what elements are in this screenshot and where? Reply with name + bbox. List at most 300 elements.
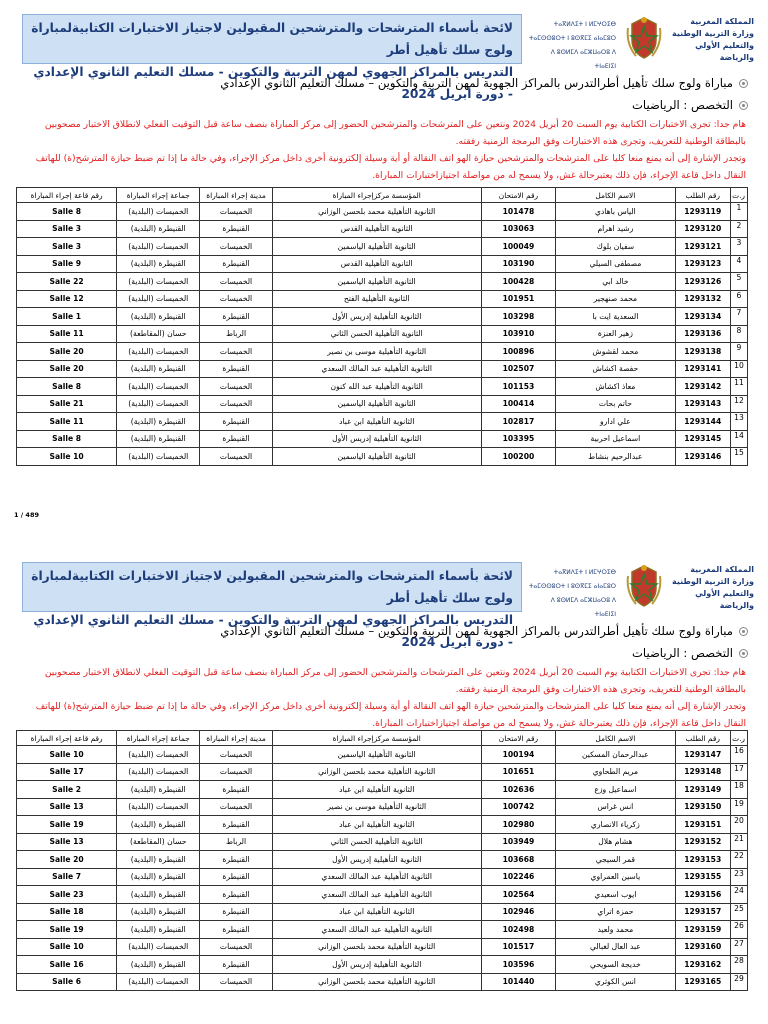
row-number-cell: 17 xyxy=(730,763,747,781)
exam-center-cell: الثانوية التأهيلية عبد الله كنون xyxy=(272,378,481,396)
full-name-cell: عبدالرحمان المسكين xyxy=(556,746,675,764)
exam-commune-cell: القنيطرة (البلدية) xyxy=(117,868,200,886)
column-header-school: المؤسسة مركزإجراء المباراة xyxy=(272,731,481,746)
request-number-cell: 1293132 xyxy=(675,290,730,308)
exam-number-cell: 103668 xyxy=(481,851,556,869)
exam-number-cell: 100414 xyxy=(481,395,556,413)
table-row xyxy=(17,781,748,799)
table-row xyxy=(17,430,748,448)
full-name-cell: انس الكوثري xyxy=(556,973,675,991)
contest-line: مباراة ولوج سلك تأهيل أطرالتدرس بالمراكز الجهوية لمهن التربية والتكوين – مسلك التعليم الثانوي الإعدادي xyxy=(14,76,748,90)
exam-center-cell: الثانوية التأهيلية ابن عباد xyxy=(272,816,481,834)
exam-commune-cell: الخميسات (البلدية) xyxy=(117,746,200,764)
full-name-cell: ايوب اسعيدي xyxy=(556,886,675,904)
row-number-cell: 1 xyxy=(730,203,747,221)
exam-number-cell: 100896 xyxy=(481,343,556,361)
exam-commune-cell: الخميسات (البلدية) xyxy=(117,973,200,991)
row-number-cell: 27 xyxy=(730,938,747,956)
exam-commune-cell: القنيطرة (البلدية) xyxy=(117,308,200,326)
specialty-line: التخصص : الرياضيات xyxy=(14,98,748,112)
column-header-exam: رقم الامتحان xyxy=(481,731,556,746)
exam-number-cell: 102636 xyxy=(481,781,556,799)
column-header-room: رقم قاعة إجراء المباراة xyxy=(17,188,117,203)
important-notice xyxy=(14,664,746,732)
table-row xyxy=(17,903,748,921)
title-line-2: التدريس بالمراكز الجهوي لمهن التربية والتكوين - مسلك التعليم الثانوي الإعدادي - دورة أبريل 2024 xyxy=(33,65,513,101)
full-name-cell: حاتم بحات xyxy=(556,395,675,413)
full-name-cell: مريم الطحاوي xyxy=(556,763,675,781)
notice-paragraph-1: هام جدا: تجرى الاختبارات الكتابية يوم السبت 20 أبريل 2024 ونتعين على المترشحات والمترشحين الحضور إلى مركز المباراة بنصف ساعة قبل التوقيت الفعلي لانطلاق الاختبار مصحوبين بالبطاقة الوطنية للتعريف، وتجرى هذه الاختبارات وفق البرمجة الزمنية رفقته. xyxy=(44,119,746,147)
exam-room-cell: Salle 10 xyxy=(17,746,117,764)
exam-commune-cell: القنيطرة (البلدية) xyxy=(117,816,200,834)
tifinagh-text: ⵜⴰⴳⵍⴷⵉⵜ ⵏ ⵍⵎⵖⵔⵉⴱ ⵜⴰⵎⵙⵙⵓⵔⵜ ⵏ ⵓⵙⴳⵎⵉ ⴰⵏⴰⵎⵓⵔ ⴷ ⵓⵙⵍⵎⴷ ⴰⵎⵣⵡⴰⵔⵓ ⴷ ⵜⵏⴰⴹⵏⵉⵏ xyxy=(528,21,616,70)
exam-city-cell: الخميسات xyxy=(200,395,272,413)
exam-center-cell: الثانوية التأهيلية القدس xyxy=(272,220,481,238)
exam-number-cell: 103395 xyxy=(481,430,556,448)
exam-city-cell: الخميسات xyxy=(200,273,272,291)
full-name-cell: عبدالرحيم بنشاط xyxy=(556,448,675,466)
full-name-cell: سفيان بلوك xyxy=(556,238,675,256)
exam-city-cell: الخميسات xyxy=(200,746,272,764)
row-number-cell: 24 xyxy=(730,886,747,904)
full-name-cell: عبد العال لغبالي xyxy=(556,938,675,956)
column-header-request: رقم الطلب xyxy=(675,188,730,203)
exam-commune-cell: القنيطرة (البلدية) xyxy=(117,886,200,904)
exam-room-cell: Salle 11 xyxy=(17,413,117,431)
full-name-cell: محمد ولعيد xyxy=(556,921,675,939)
exam-commune-cell: الخميسات (البلدية) xyxy=(117,238,200,256)
exam-center-cell: الثانوية التأهيلية عبد المالك السعدي xyxy=(272,921,481,939)
full-name-cell: خالد ابي xyxy=(556,273,675,291)
column-header-commune: جماعة إجراء المباراة xyxy=(117,188,200,203)
table-row xyxy=(17,816,748,834)
exam-commune-cell: الخميسات (البلدية) xyxy=(117,378,200,396)
exam-commune-cell: القنيطرة (البلدية) xyxy=(117,956,200,974)
exam-center-cell: الثانوية التأهيلية محمد بلحسن الوزاني xyxy=(272,938,481,956)
column-header-name: الاسم الكامل xyxy=(556,188,675,203)
exam-number-cell: 103910 xyxy=(481,325,556,343)
request-number-cell: 1293120 xyxy=(675,220,730,238)
full-name-cell: حفصة اكشاش xyxy=(556,360,675,378)
table-header-row xyxy=(17,731,748,746)
exam-center-cell: الثانوية التأهيلية عبد المالك السعدي xyxy=(272,360,481,378)
row-number-cell: 5 xyxy=(730,273,747,291)
exam-number-cell: 103063 xyxy=(481,220,556,238)
exam-number-cell: 102564 xyxy=(481,886,556,904)
exam-room-cell: Salle 7 xyxy=(17,868,117,886)
exam-city-cell: القنيطرة xyxy=(200,360,272,378)
table-row xyxy=(17,886,748,904)
bullet-icon xyxy=(739,79,748,88)
ministry-name: المملكة المغربية وزارة التربية الوطنية والتعليم الأولي والرياضة xyxy=(671,565,754,610)
row-number-cell: 10 xyxy=(730,360,747,378)
full-name-cell: اسماعيل احربية xyxy=(556,430,675,448)
exam-city-cell: الخميسات xyxy=(200,938,272,956)
exam-commune-cell: الخميسات (البلدية) xyxy=(117,798,200,816)
exam-commune-cell: الخميسات (البلدية) xyxy=(117,203,200,221)
exam-city-cell: القنيطرة xyxy=(200,220,272,238)
request-number-cell: 1293134 xyxy=(675,308,730,326)
exam-number-cell: 101951 xyxy=(481,290,556,308)
request-number-cell: 1293148 xyxy=(675,763,730,781)
table-row xyxy=(17,448,748,466)
full-name-cell: محمد لقشوش xyxy=(556,343,675,361)
column-header-num: ر.ت xyxy=(730,188,747,203)
full-name-cell: زهير العنزة xyxy=(556,325,675,343)
notice-paragraph-2: وتجدر الإشارة إلى أنه يمنع منعا كليا على المترشحات والمترشحين حيازة الهو اتف النقالة أو أية وسيلة إلكترونية أخرى داخل مركز الإجراء، وفي حالة ما إذا تم ضبط حيازة المترشح(ة) للهاتف النقال داخل قاعة الإجراء، فإن ذلك يعتبرحالة غش، ولا يسمح له من مواصلة اجتيازاختبارات المباراة. xyxy=(35,701,746,729)
exam-city-cell: القنيطرة xyxy=(200,781,272,799)
table-row xyxy=(17,203,748,221)
exam-room-cell: Salle 13 xyxy=(17,798,117,816)
exam-city-cell: الرباط xyxy=(200,833,272,851)
request-number-cell: 1293119 xyxy=(675,203,730,221)
row-number-cell: 25 xyxy=(730,903,747,921)
exam-city-cell: الخميسات xyxy=(200,203,272,221)
column-header-city: مدينة إجراء المباراة xyxy=(200,731,272,746)
exam-city-cell: الخميسات xyxy=(200,238,272,256)
row-number-cell: 9 xyxy=(730,343,747,361)
exam-city-cell: القنيطرة xyxy=(200,956,272,974)
exam-city-cell: القنيطرة xyxy=(200,308,272,326)
page-number: 1 / 489 xyxy=(14,511,39,519)
row-number-cell: 23 xyxy=(730,868,747,886)
exam-center-cell: الثانوية التأهيلية موسى بن نصير xyxy=(272,343,481,361)
table-row xyxy=(17,378,748,396)
request-number-cell: 1293141 xyxy=(675,360,730,378)
row-number-cell: 8 xyxy=(730,325,747,343)
candidates-table xyxy=(16,187,748,466)
full-name-cell: السعدية ايت با xyxy=(556,308,675,326)
exam-city-cell: القنيطرة xyxy=(200,255,272,273)
exam-commune-cell: الخميسات (البلدية) xyxy=(117,273,200,291)
exam-commune-cell: الخميسات (البلدية) xyxy=(117,448,200,466)
ministry-logo xyxy=(528,560,758,616)
exam-center-cell: الثانوية التأهيلية إدريس الأول xyxy=(272,851,481,869)
exam-commune-cell: القنيطرة (البلدية) xyxy=(117,360,200,378)
request-number-cell: 1293155 xyxy=(675,868,730,886)
table-row xyxy=(17,938,748,956)
row-number-cell: 13 xyxy=(730,413,747,431)
request-number-cell: 1293162 xyxy=(675,956,730,974)
request-number-cell: 1293142 xyxy=(675,378,730,396)
row-number-cell: 22 xyxy=(730,851,747,869)
table-row xyxy=(17,851,748,869)
full-name-cell: هشام هلال xyxy=(556,833,675,851)
row-number-cell: 2 xyxy=(730,220,747,238)
exam-center-cell: الثانوية التأهيلية الياسمين xyxy=(272,238,481,256)
row-number-cell: 7 xyxy=(730,308,747,326)
exam-city-cell: الرباط xyxy=(200,325,272,343)
table-row xyxy=(17,413,748,431)
table-row xyxy=(17,290,748,308)
exam-room-cell: Salle 8 xyxy=(17,430,117,448)
exam-commune-cell: الخميسات (البلدية) xyxy=(117,290,200,308)
exam-center-cell: الثانوية التأهيلية عبد المالك السعدي xyxy=(272,868,481,886)
exam-number-cell: 102498 xyxy=(481,921,556,939)
exam-room-cell: Salle 3 xyxy=(17,238,117,256)
table-row xyxy=(17,220,748,238)
exam-commune-cell: القنيطرة (البلدية) xyxy=(117,781,200,799)
coat-of-arms-icon xyxy=(624,16,664,62)
column-header-name: الاسم الكامل xyxy=(556,731,675,746)
request-number-cell: 1293145 xyxy=(675,430,730,448)
exam-city-cell: الخميسات xyxy=(200,973,272,991)
table-row xyxy=(17,273,748,291)
table-row xyxy=(17,325,748,343)
exam-room-cell: Salle 20 xyxy=(17,851,117,869)
full-name-cell: حمزة اتراي xyxy=(556,903,675,921)
request-number-cell: 1293157 xyxy=(675,903,730,921)
exam-room-cell: Salle 21 xyxy=(17,395,117,413)
exam-room-cell: Salle 8 xyxy=(17,203,117,221)
exam-center-cell: الثانوية التأهيلية عبد المالك السعدي xyxy=(272,886,481,904)
exam-commune-cell: الخميسات (البلدية) xyxy=(117,763,200,781)
exam-commune-cell: حسان (المقاطعة) xyxy=(117,833,200,851)
exam-commune-cell: حسان (المقاطعة) xyxy=(117,325,200,343)
exam-commune-cell: القنيطرة (البلدية) xyxy=(117,220,200,238)
exam-number-cell: 102507 xyxy=(481,360,556,378)
row-number-cell: 14 xyxy=(730,430,747,448)
ministry-logo xyxy=(528,12,758,68)
exam-city-cell: القنيطرة xyxy=(200,851,272,869)
row-number-cell: 28 xyxy=(730,956,747,974)
exam-center-cell: الثانوية التأهيلية إدريس الأول xyxy=(272,430,481,448)
title-line-1: لائحة بأسماء المترشحات والمترشحين المقبولين لاجتياز الاختبارات الكتابيةلمباراة ولوج سلك تأهيل أطر xyxy=(31,21,513,57)
row-number-cell: 19 xyxy=(730,798,747,816)
exam-room-cell: Salle 17 xyxy=(17,763,117,781)
exam-room-cell: Salle 2 xyxy=(17,781,117,799)
exam-city-cell: الخميسات xyxy=(200,343,272,361)
request-number-cell: 1293146 xyxy=(675,448,730,466)
exam-center-cell: الثانوية التأهيلية الياسمين xyxy=(272,746,481,764)
table-body xyxy=(17,746,748,991)
exam-center-cell: الثانوية التأهيلية الفتح xyxy=(272,290,481,308)
row-number-cell: 12 xyxy=(730,395,747,413)
exam-center-cell: الثانوية التأهيلية ابن عباد xyxy=(272,413,481,431)
full-name-cell: زكرياء الانصاري xyxy=(556,816,675,834)
request-number-cell: 1293136 xyxy=(675,325,730,343)
full-name-cell: خديجة السويحي xyxy=(556,956,675,974)
full-name-cell: قمر السيجي xyxy=(556,851,675,869)
exam-room-cell: Salle 20 xyxy=(17,360,117,378)
table-body xyxy=(17,203,748,466)
important-notice xyxy=(14,116,746,184)
table-row xyxy=(17,308,748,326)
exam-commune-cell: القنيطرة (البلدية) xyxy=(117,921,200,939)
exam-room-cell: Salle 16 xyxy=(17,956,117,974)
table-row xyxy=(17,360,748,378)
full-name-cell: علي ادارو xyxy=(556,413,675,431)
exam-room-cell: Salle 23 xyxy=(17,886,117,904)
notice-paragraph-2: وتجدر الإشارة إلى أنه يمنع منعا كليا على المترشحات والمترشحين حيازة الهو اتف النقالة أو أية وسيلة إلكترونية أخرى داخل مركز الإجراء، وفي حالة ما إذا تم ضبط حيازة المترشح(ة) للهاتف النقال داخل قاعة الإجراء، فإن ذلك يعتبرحالة غش، ولا يسمح له من مواصلة اجتيازاختبارات المباراة. xyxy=(35,153,746,181)
exam-city-cell: القنيطرة xyxy=(200,816,272,834)
exam-commune-cell: القنيطرة (البلدية) xyxy=(117,903,200,921)
exam-number-cell: 100200 xyxy=(481,448,556,466)
table-row xyxy=(17,763,748,781)
exam-city-cell: الخميسات xyxy=(200,448,272,466)
exam-city-cell: الخميسات xyxy=(200,798,272,816)
coat-of-arms-icon xyxy=(624,564,664,610)
row-number-cell: 11 xyxy=(730,378,747,396)
row-number-cell: 21 xyxy=(730,833,747,851)
exam-commune-cell: القنيطرة (البلدية) xyxy=(117,430,200,448)
title-line-2: التدريس بالمراكز الجهوي لمهن التربية والتكوين - مسلك التعليم الثانوي الإعدادي - دورة أبريل 2024 xyxy=(33,613,513,649)
exam-city-cell: القنيطرة xyxy=(200,921,272,939)
exam-commune-cell: الخميسات (البلدية) xyxy=(117,343,200,361)
exam-city-cell: القنيطرة xyxy=(200,430,272,448)
exam-room-cell: Salle 19 xyxy=(17,921,117,939)
row-number-cell: 18 xyxy=(730,781,747,799)
column-header-city: مدينة إجراء المباراة xyxy=(200,188,272,203)
exam-number-cell: 100742 xyxy=(481,798,556,816)
exam-room-cell: Salle 12 xyxy=(17,290,117,308)
exam-center-cell: الثانوية التأهيلية إدريس الأول xyxy=(272,308,481,326)
table-row xyxy=(17,255,748,273)
exam-city-cell: القنيطرة xyxy=(200,886,272,904)
full-name-cell: ياسين العمراوي xyxy=(556,868,675,886)
table-row xyxy=(17,956,748,974)
row-number-cell: 3 xyxy=(730,238,747,256)
exam-commune-cell: القنيطرة (البلدية) xyxy=(117,413,200,431)
exam-room-cell: Salle 9 xyxy=(17,255,117,273)
exam-city-cell: الخميسات xyxy=(200,763,272,781)
request-number-cell: 1293151 xyxy=(675,816,730,834)
table-row xyxy=(17,798,748,816)
exam-commune-cell: الخميسات (البلدية) xyxy=(117,395,200,413)
full-name-cell: انس غراس xyxy=(556,798,675,816)
contest-line: مباراة ولوج سلك تأهيل أطرالتدرس بالمراكز الجهوية لمهن التربية والتكوين – مسلك التعليم الثانوي الإعدادي xyxy=(14,624,748,638)
row-number-cell: 4 xyxy=(730,255,747,273)
exam-commune-cell: القنيطرة (البلدية) xyxy=(117,851,200,869)
exam-room-cell: Salle 22 xyxy=(17,273,117,291)
exam-center-cell: الثانوية التأهيلية الياسمين xyxy=(272,273,481,291)
exam-number-cell: 101440 xyxy=(481,973,556,991)
bullet-icon xyxy=(739,649,748,658)
exam-room-cell: Salle 8 xyxy=(17,378,117,396)
request-number-cell: 1293126 xyxy=(675,273,730,291)
exam-room-cell: Salle 11 xyxy=(17,325,117,343)
request-number-cell: 1293152 xyxy=(675,833,730,851)
ministry-name: المملكة المغربية وزارة التربية الوطنية والتعليم الأولي والرياضة xyxy=(671,17,754,62)
full-name-cell: محمد صنهجير xyxy=(556,290,675,308)
exam-room-cell: Salle 10 xyxy=(17,448,117,466)
exam-room-cell: Salle 3 xyxy=(17,220,117,238)
title-line-1: لائحة بأسماء المترشحات والمترشحين المقبولين لاجتياز الاختبارات الكتابيةلمباراة ولوج سلك تأهيل أطر xyxy=(31,569,513,605)
column-header-school: المؤسسة مركزإجراء المباراة xyxy=(272,188,481,203)
request-number-cell: 1293150 xyxy=(675,798,730,816)
request-number-cell: 1293165 xyxy=(675,973,730,991)
column-header-num: ر.ت xyxy=(730,731,747,746)
request-number-cell: 1293153 xyxy=(675,851,730,869)
exam-center-cell: الثانوية التأهيلية ابن عباد xyxy=(272,903,481,921)
exam-number-cell: 103949 xyxy=(481,833,556,851)
request-number-cell: 1293123 xyxy=(675,255,730,273)
request-number-cell: 1293160 xyxy=(675,938,730,956)
table-row xyxy=(17,868,748,886)
full-name-cell: مصطفى السيلي xyxy=(556,255,675,273)
exam-number-cell: 103190 xyxy=(481,255,556,273)
row-number-cell: 16 xyxy=(730,746,747,764)
exam-number-cell: 101153 xyxy=(481,378,556,396)
exam-center-cell: الثانوية التأهيلية محمد بلحسن الوزاني xyxy=(272,763,481,781)
exam-room-cell: Salle 18 xyxy=(17,903,117,921)
bullet-icon xyxy=(739,627,748,636)
table-row xyxy=(17,343,748,361)
exam-number-cell: 102246 xyxy=(481,868,556,886)
exam-number-cell: 102946 xyxy=(481,903,556,921)
full-name-cell: رشيد اهرام xyxy=(556,220,675,238)
row-number-cell: 20 xyxy=(730,816,747,834)
exam-center-cell: الثانوية التأهيلية الياسمين xyxy=(272,448,481,466)
request-number-cell: 1293143 xyxy=(675,395,730,413)
request-number-cell: 1293138 xyxy=(675,343,730,361)
request-number-cell: 1293147 xyxy=(675,746,730,764)
exam-center-cell: الثانوية التأهيلية الياسمين xyxy=(272,395,481,413)
request-number-cell: 1293156 xyxy=(675,886,730,904)
exam-center-cell: الثانوية التأهيلية موسى بن نصير xyxy=(272,798,481,816)
row-number-cell: 15 xyxy=(730,448,747,466)
full-name-cell: الياس باهادي xyxy=(556,203,675,221)
exam-center-cell: الثانوية التأهيلية القدس xyxy=(272,255,481,273)
exam-center-cell: الثانوية التأهيلية إدريس الأول xyxy=(272,956,481,974)
exam-city-cell: القنيطرة xyxy=(200,413,272,431)
exam-number-cell: 102817 xyxy=(481,413,556,431)
request-number-cell: 1293144 xyxy=(675,413,730,431)
exam-room-cell: Salle 13 xyxy=(17,833,117,851)
exam-number-cell: 103596 xyxy=(481,956,556,974)
exam-room-cell: Salle 10 xyxy=(17,938,117,956)
column-header-room: رقم قاعة إجراء المباراة xyxy=(17,731,117,746)
exam-center-cell: الثانوية التأهيلية الحسن الثاني xyxy=(272,833,481,851)
table-row xyxy=(17,395,748,413)
table-row xyxy=(17,746,748,764)
exam-center-cell: الثانوية التأهيلية محمد بلحسن الوزاني xyxy=(272,973,481,991)
exam-room-cell: Salle 1 xyxy=(17,308,117,326)
exam-city-cell: القنيطرة xyxy=(200,903,272,921)
row-number-cell: 6 xyxy=(730,290,747,308)
column-header-exam: رقم الامتحان xyxy=(481,188,556,203)
exam-room-cell: Salle 20 xyxy=(17,343,117,361)
exam-city-cell: الخميسات xyxy=(200,290,272,308)
exam-commune-cell: الخميسات (البلدية) xyxy=(117,938,200,956)
table-row xyxy=(17,973,748,991)
exam-number-cell: 103298 xyxy=(481,308,556,326)
column-header-commune: جماعة إجراء المباراة xyxy=(117,731,200,746)
exam-center-cell: الثانوية التأهيلية الحسن الثاني xyxy=(272,325,481,343)
table-row xyxy=(17,238,748,256)
table-row xyxy=(17,921,748,939)
exam-number-cell: 101651 xyxy=(481,763,556,781)
row-number-cell: 26 xyxy=(730,921,747,939)
exam-number-cell: 100194 xyxy=(481,746,556,764)
exam-room-cell: Salle 6 xyxy=(17,973,117,991)
exam-number-cell: 101478 xyxy=(481,203,556,221)
column-header-request: رقم الطلب xyxy=(675,731,730,746)
exam-room-cell: Salle 19 xyxy=(17,816,117,834)
notice-paragraph-1: هام جدا: تجرى الاختبارات الكتابية يوم السبت 20 أبريل 2024 ونتعين على المترشحات والمترشحين الحضور إلى مركز المباراة بنصف ساعة قبل التوقيت الفعلي لانطلاق الاختبار مصحوبين بالبطاقة الوطنية للتعريف، وتجرى هذه الاختبارات وفق البرمجة الزمنية رفقته. xyxy=(44,667,746,695)
exam-center-cell: الثانوية التأهيلية محمد بلحسن الوزاني xyxy=(272,203,481,221)
exam-number-cell: 102980 xyxy=(481,816,556,834)
table-row xyxy=(17,833,748,851)
bullet-icon xyxy=(739,101,748,110)
request-number-cell: 1293159 xyxy=(675,921,730,939)
full-name-cell: معاذ اكشاش xyxy=(556,378,675,396)
exam-number-cell: 100049 xyxy=(481,238,556,256)
request-number-cell: 1293149 xyxy=(675,781,730,799)
request-number-cell: 1293121 xyxy=(675,238,730,256)
exam-number-cell: 101517 xyxy=(481,938,556,956)
tifinagh-text: ⵜⴰⴳⵍⴷⵉⵜ ⵏ ⵍⵎⵖⵔⵉⴱ ⵜⴰⵎⵙⵙⵓⵔⵜ ⵏ ⵓⵙⴳⵎⵉ ⴰⵏⴰⵎⵓⵔ ⴷ ⵓⵙⵍⵎⴷ ⴰⵎⵣⵡⴰⵔⵓ ⴷ ⵜⵏⴰⴹⵏⵉⵏ xyxy=(528,569,616,618)
